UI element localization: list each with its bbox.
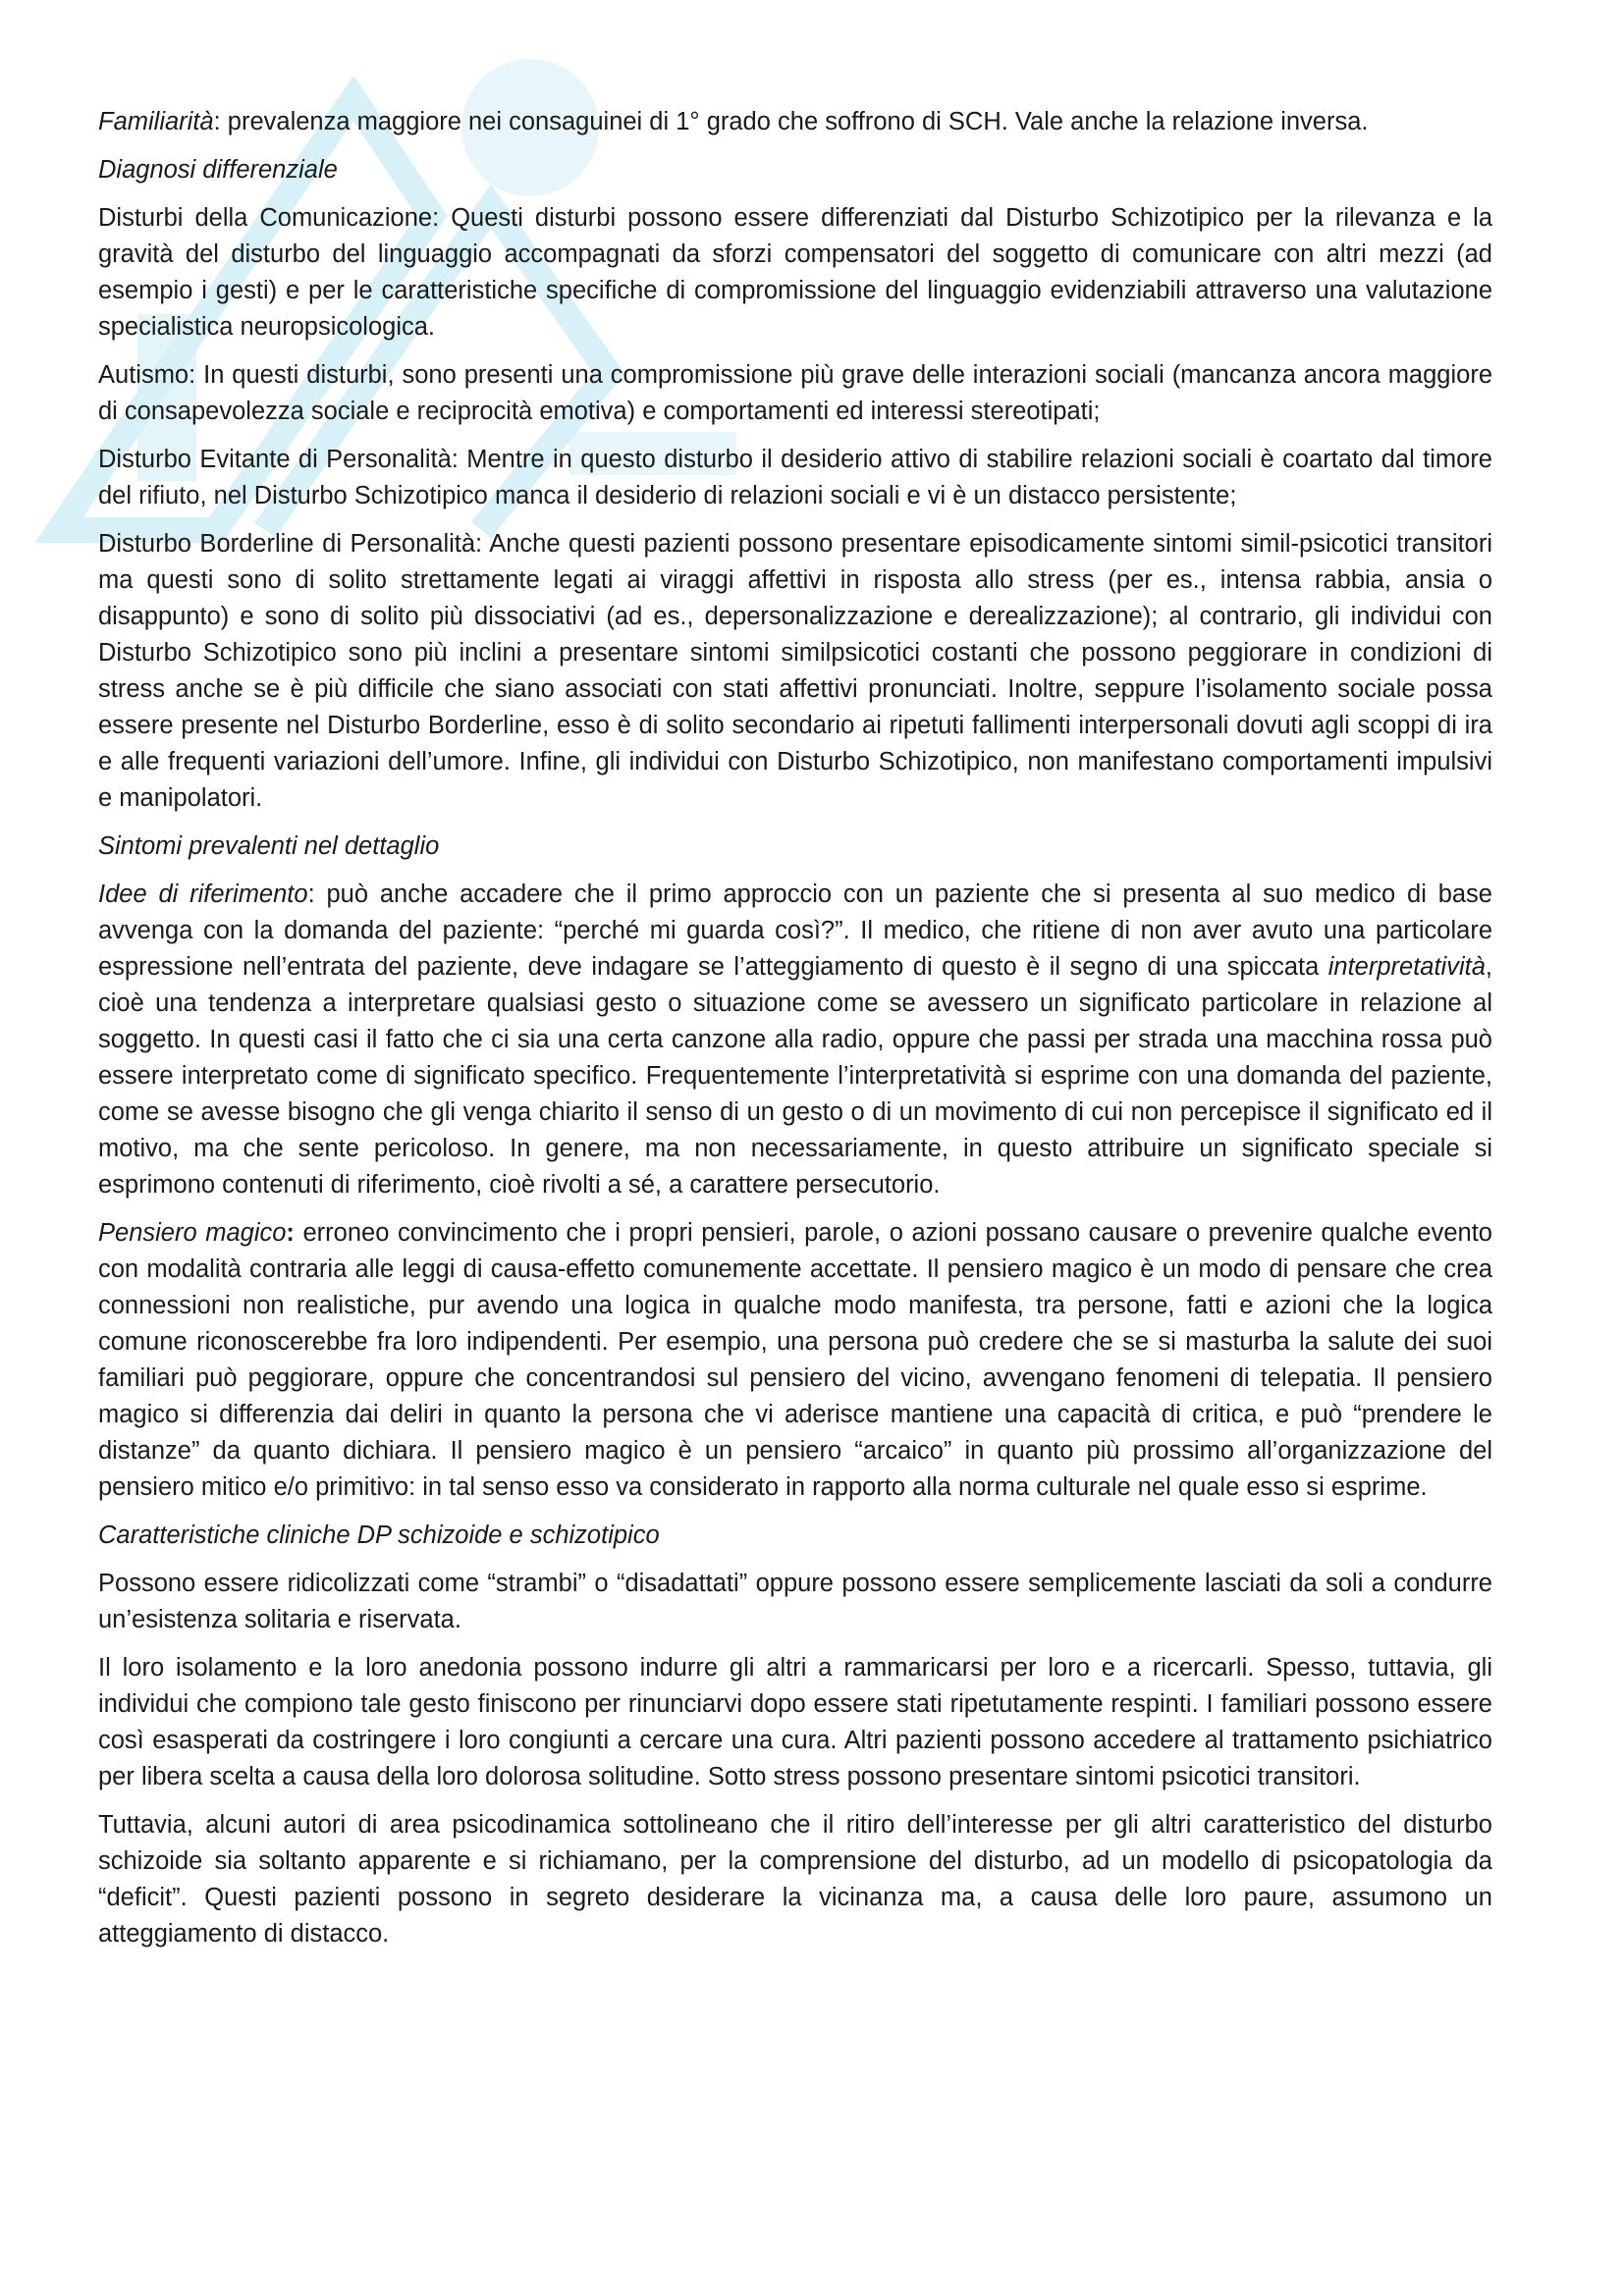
term-pensiero-magico: Pensiero magico: [98, 1219, 287, 1247]
paragraph-ridicolizzati: Possono essere ridicolizzati come “strambi” o “disadattati” oppure possono essere semplicemente lasciati da soli a condurre un’esistenza solitaria e riservata.: [98, 1570, 1492, 1633]
paragraph-autismo: Autismo: In questi disturbi, sono presenti una compromissione più grave delle interazioni sociali (mancanza ancora maggiore di consapevolezza sociale e reciprocità emotiva) e comportamenti ed interessi stereotipati;: [98, 361, 1492, 425]
document-body: [98, 104, 1492, 1964]
section-heading-caratteristiche: Caratteristiche cliniche DP schizoide e schizotipico: [98, 1522, 660, 1549]
term-idee-riferimento: Idee di riferimento: [98, 881, 308, 908]
paragraph-isolamento: Il loro isolamento e la loro anedonia possono indurre gli altri a rammaricarsi per loro e a ricercarli. Spesso, tuttavia, gli individui che compiono tale gesto finiscono per rinunciarvi dopo essere stati ripetutamente respinti. I familiari possono essere così esasperati da costringere i loro congiunti a cercare una cura. Altri pazienti possono accedere al trattamento psichiatrico per libera scelta a causa della loro dolorosa solitudine. Sotto stress possono presentare sintomi psicotici transitori.: [98, 1654, 1492, 1790]
paragraph-pensiero-magico: Pensiero magico: erroneo convincimento che i propri pensieri, parole, o azioni possano causare o prevenire qualche evento con modalità contraria alle leggi di causa-effetto comunemente accettate. Il pensiero magico è un modo di pensare che crea connessioni non realistiche, pur avendo una logica in qualche modo manifesta, tra persone, fatti e azioni che la logica comune riconoscerebbe fra loro indipendenti. Per esempio, una persona può credere che se si masturba la salute dei suoi familiari può peggiorare, oppure che concentrandosi sul pensiero del vicino, avvengano fenomeni di telepatia. Il pensiero magico si differenzia dai deliri in quanto la persona che vi aderisce mantiene una capacità di critica, e può “prendere le distanze” da quanto dichiara. Il pensiero magico è un pensiero “arcaico” in quanto più prossimo all’organizzazione del pensiero mitico e/o primitivo: in tal senso esso va considerato in rapporto alla norma culturale nel quale esso si esprime.: [98, 1219, 1492, 1501]
section-heading-sintomi: Sintomi prevalenti nel dettaglio: [98, 832, 440, 860]
term-familiarita: Familiarità: [98, 108, 214, 135]
paragraph-tuttavia: Tuttavia, alcuni autori di area psicodinamica sottolineano che il ritiro dell’interesse per gli altri caratteristico del disturbo schizoide sia soltanto apparente e si richiamano, per la comprensione del disturbo, ad un modello di psicopatologia da “deficit”. Questi pazienti possono in segreto desiderare la vicinanza ma, a causa delle loro paure, assumono un atteggiamento di distacco.: [98, 1811, 1492, 1948]
term-interpretativita: interpretatività: [1327, 953, 1486, 981]
paragraph-familiarita: Familiarità: prevalenza maggiore nei consaguinei di 1° grado che soffrono di SCH. Vale anche la relazione inversa.: [98, 108, 1369, 135]
paragraph-borderline: Disturbo Borderline di Personalità: Anche questi pazienti possono presentare episodicamente sintomi simil-psicotici transitori ma questi sono di solito strettamente legati ai viraggi affettivi in risposta allo stress (per es., intensa rabbia, ansia o disappunto) e sono di solito più dissociativi (ad es., depersonalizzazione e derealizzazione); al contrario, gli individui con Disturbo Schizotipico sono più inclini a presentare sintomi similpsicotici costanti che possono peggiorare in condizioni di stress anche se è più difficile che siano associati con stati affettivi pronunciati. Inoltre, seppure l’isolamento sociale possa essere presente nel Disturbo Borderline, esso è di solito secondario ai ripetuti fallimenti interpersonali dovuti agli scoppi di ira e alle frequenti variazioni dell’umore. Infine, gli individui con Disturbo Schizotipico, non manifestano comportamenti impulsivi e manipolatori.: [98, 530, 1492, 812]
paragraph-evitante: Disturbo Evitante di Personalità: Mentre in questo disturbo il desiderio attivo di stabilire relazioni sociali è coartato dal timore del rifiuto, nel Disturbo Schizotipico manca il desiderio di relazioni sociali e vi è un distacco persistente;: [98, 446, 1492, 509]
paragraph-idee-riferimento: Idee di riferimento: può anche accadere che il primo approccio con un paziente che si presenta al suo medico di base avvenga con la domanda del paziente: “perché mi guarda così?”. Il medico, che ritiene di non aver avuto una particolare espressione nell’entrata del paziente, deve indagare se l’atteggiamento di questo è il segno di una spiccata interpretatività, cioè una tendenza a interpretare qualsiasi gesto o situazione come se avessero un significato particolare in relazione al soggetto. In questi casi il fatto che ci sia una certa canzone alla radio, oppure che passi per strada una macchina rossa può essere interpretato come di significato specifico. Frequentemente l’interpretatività si esprime con una domanda del paziente, come se avesse bisogno che gli venga chiarito il senso di un gesto o di un movimento di cui non percepisce il significato ed il motivo, ma che sente pericoloso. In genere, ma non necessariamente, in questo attribuire un significato speciale si esprimono contenuti di riferimento, cioè rivolti a sé, a carattere persecutorio.: [98, 881, 1492, 1199]
paragraph-comunicazione: Disturbi della Comunicazione: Questi disturbi possono essere differenziati dal Disturbo Schizotipico per la rilevanza e la gravità del disturbo del linguaggio accompagnati da sforzi compensatori del soggetto di comunicare con altri mezzi (ad esempio i gesti) e per le caratteristiche specifiche di compromissione del linguaggio evidenziabili attraverso una valutazione specialistica neuropsicologica.: [98, 204, 1492, 341]
section-heading-diagnosi: Diagnosi differenziale: [98, 156, 338, 184]
